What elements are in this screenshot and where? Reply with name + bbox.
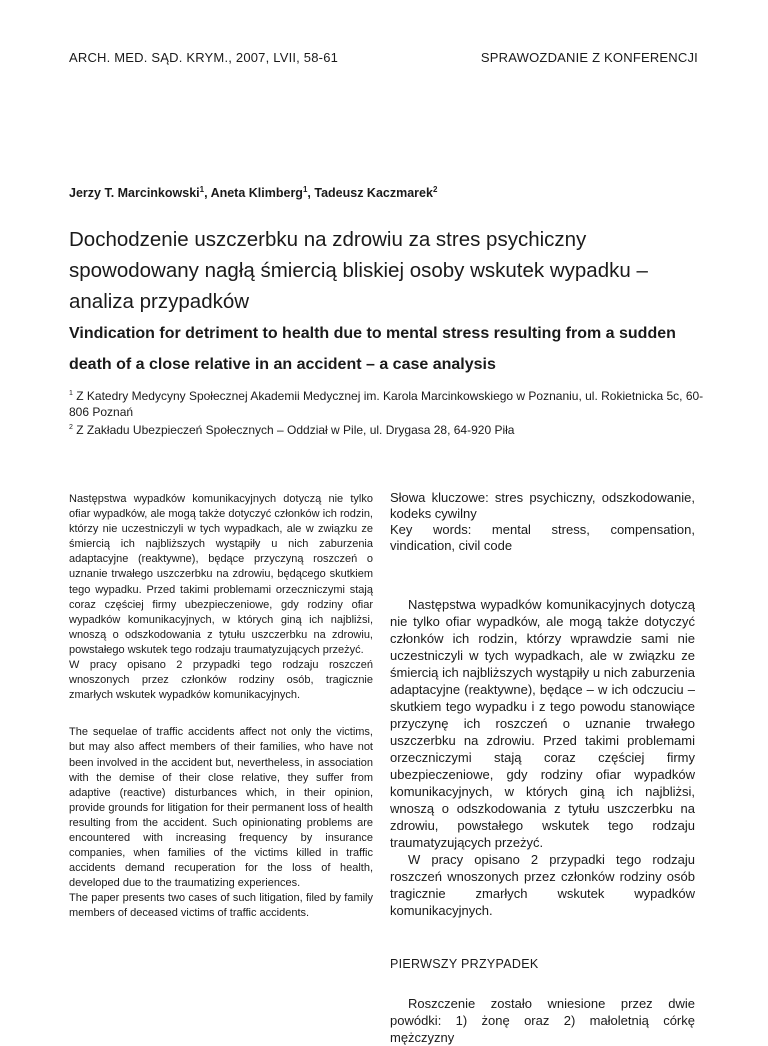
abstract-en-paragraph: The sequelae of traffic accidents affect not only the victims, but may also affect members of their families, who have not been involved in the accident but, nevertheless, in association with the demise of their close relative, they suffer from adaptive (reactive) disturbances which, in their opinion, provide grounds for litigation for their permanent loss of health resulting from the accident. Such opinionating problems are encountered with increasing frequency by insurance companies, when families of the victims killed in traffic accidents demand recuperation for the loss of health, developed due to the traumatizing experiences. (69, 726, 373, 890)
affiliation-1 (69, 386, 709, 420)
author-affiliation-mark: 2 (432, 185, 438, 194)
author-name: Aneta Klimberg (210, 186, 303, 201)
author-separator: , (204, 186, 211, 201)
authors-line (69, 185, 437, 200)
abstract-column (69, 492, 373, 922)
affiliation-mark: 1 (69, 390, 73, 397)
affiliation-mark: 2 (69, 424, 73, 431)
intro-paragraph: Następstwa wypadków komunikacyjnych dotyczą nie tylko ofiar wypadków, ale mogą także dotyczyć członków ich rodzin, którzy wprawdzie sami nie uczestniczyli w tych wypadkach, ale w związku ze śmiercią ich najbliższych wystąpiły u nich zaburzenia adaptacyjne (reaktywne), będące – w ich odczuciu – skutkiem tego wypadku i z tego powodu stanowiące przyczynę ich roszczeń o uznanie trwałego uszczerbku na zdrowiu. Przed takimi problemami orzeczniczymi stają coraz częściej firmy ubezpieczeniowe, gdy rodziny ofiar wypadków komunikacyjnych, w których giną ich najbliżsi, wnoszą o odszkodowania z tytułu uszczerbku na zdrowiu, powstałego wskutek tego rodzaju traumatyzujących przeżyć. (390, 597, 695, 850)
author-affiliation-mark: 1 (199, 185, 205, 194)
section-label: SPRAWOZDANIE Z KONFERENCJI (480, 50, 698, 65)
abstract-pl-paragraph: Następstwa wypadków komunikacyjnych dotyczą nie tylko ofiar wypadków, ale mogą także dotyczyć członków ich rodzin, którzy nie uczestniczyli w tych wypadkach, ale w związku ze śmiercią ich najbliższych wystąpiły u nich zaburzenia adaptacyjne (reaktywne), będące przyczyną roszczeń o uznanie trwałego uszczerbku na zdrowiu, będącego skutkiem tego wypadku. Przed takimi problemami orzeczniczymi stają coraz częściej firmy ubezpieczeniowe, gdy rodziny ofiar wypadków komunikacyjnych, w których giną ich najbliżsi, wnoszą o odszkodowania z tytułu uszczerbku na zdrowiu, powstałego wskutek tego rodzaju traumatyzujących przeżyć. (69, 493, 373, 656)
section-heading: PIERWSZY PRZYPADEK (390, 957, 539, 971)
abstract-en-paragraph: The paper presents two cases of such litigation, filed by family members of deceased victims of traffic accidents. (69, 892, 373, 920)
affiliation-text: Z Katedry Medycyny Społecznej Akademii Medycznej im. Karola Marcinkowskiego w Poznaniu, ul. Rokietnicka 5c, 60-806 Poznań (69, 389, 704, 419)
abstract-pl-paragraph: W pracy opisano 2 przypadki tego rodzaju roszczeń wnoszonych przez członków rodziny osób, tragicznie zmarłych wskutek wypadków komunikacyjnych. (69, 659, 373, 702)
affiliation-2 (69, 420, 709, 438)
section-paragraph: Roszczenie zostało wniesione przez dwie powódki: 1) żonę oraz 2) małoletnią córkę mężczyzny (390, 996, 695, 1045)
keywords-english: Key words: mental stress, compensation, vindication, civil code (390, 522, 695, 553)
body-column (390, 490, 695, 1046)
affiliations (69, 386, 709, 438)
keywords-polish: Słowa kluczowe: stres psychiczny, odszkodowanie, kodeks cywilny (390, 490, 695, 521)
author-name: Jerzy T. Marcinkowski (69, 186, 200, 201)
author-affiliation-mark: 1 (302, 185, 308, 194)
title-polish: Dochodzenie uszczerbku na zdrowiu za stres psychiczny spowodowany nagłą śmiercią bliskiej osoby wskutek wypadku – analiza przypadków (69, 228, 648, 313)
author-name: Tadeusz Kaczmarek (314, 186, 433, 201)
intro-paragraph: W pracy opisano 2 przypadki tego rodzaju roszczeń wnoszonych przez członków rodziny osób tragicznie zmarłych wskutek wypadków komunikacyjnych. (390, 852, 695, 918)
affiliation-text: Z Zakładu Ubezpieczeń Społecznych – Oddział w Pile, ul. Drygasa 28, 64-920 Piła (72, 423, 515, 437)
journal-citation: ARCH. MED. SĄD. KRYM., 2007, LVII, 58-61 (69, 50, 339, 65)
title-english: Vindication for detriment to health due to mental stress resulting from a sudden death of a close relative in an accident – a case analysis (69, 325, 676, 373)
author-separator: , (307, 186, 315, 201)
spacer (69, 703, 373, 725)
